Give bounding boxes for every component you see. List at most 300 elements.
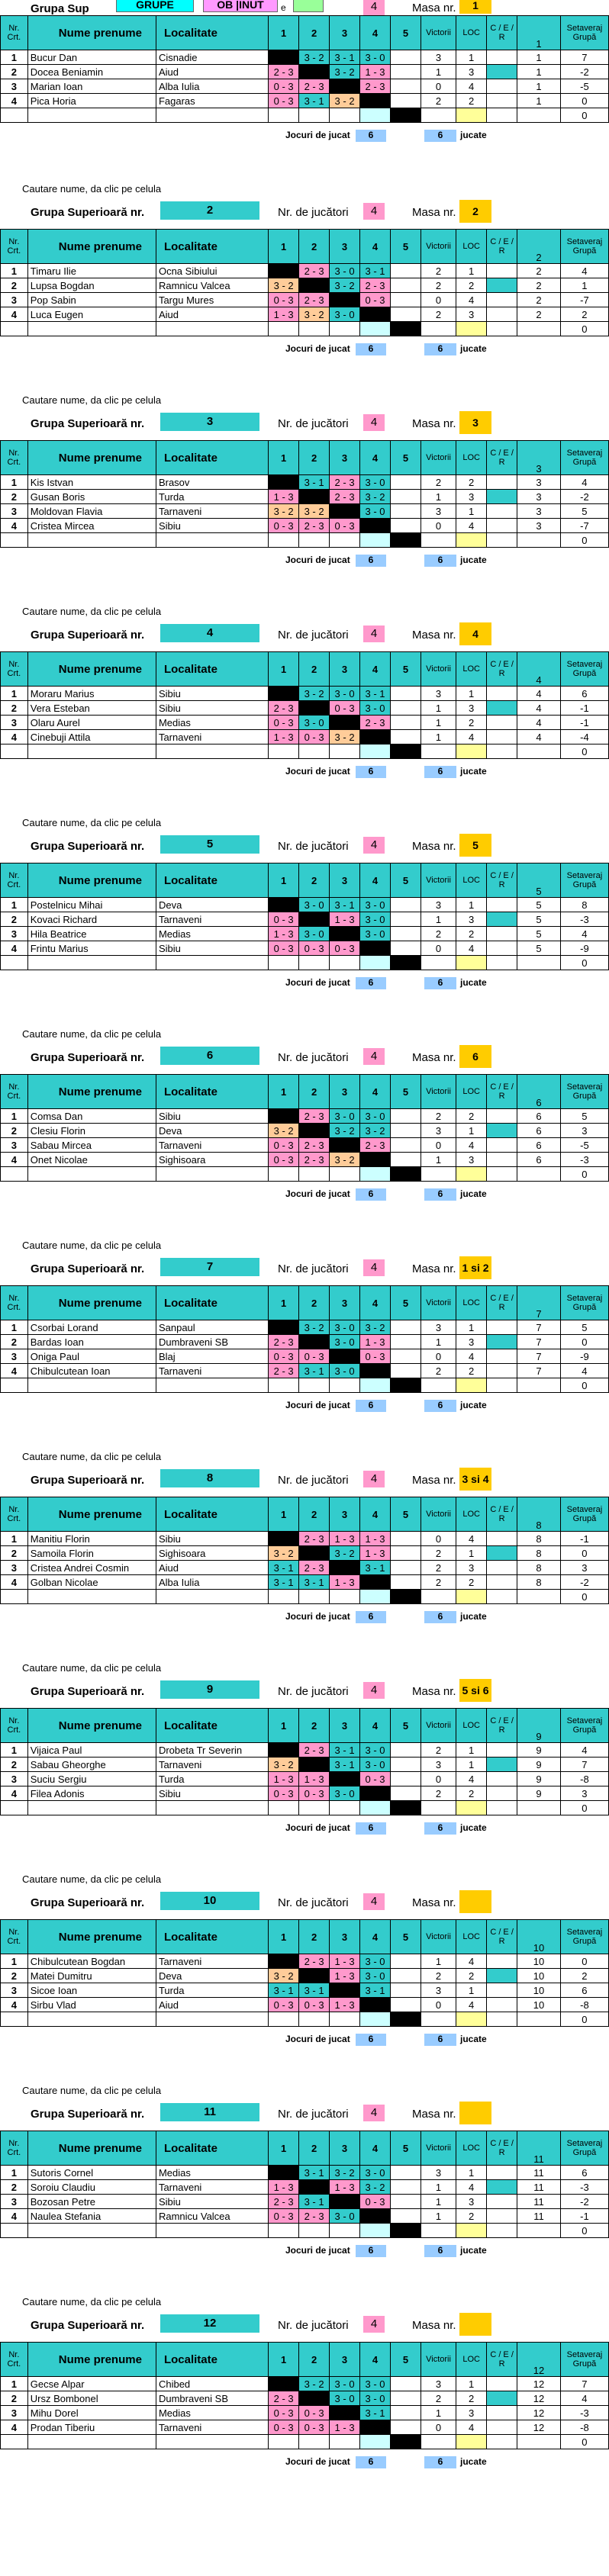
search-caption[interactable]: Cautare nume, da clic pe celula	[22, 1873, 162, 1885]
cer-cell[interactable]	[487, 1998, 517, 2012]
score-cell[interactable]: 3 - 2	[299, 1320, 330, 1335]
cer-cell[interactable]	[487, 94, 517, 108]
score-cell[interactable]: 1 - 3	[330, 1969, 360, 1983]
score-cell[interactable]	[360, 519, 391, 533]
cer-cell[interactable]	[487, 1772, 517, 1786]
cer-cell[interactable]	[487, 475, 517, 490]
score-cell[interactable]: 3 - 2	[330, 65, 360, 79]
score-cell[interactable]	[390, 293, 420, 307]
score-cell[interactable]	[390, 2180, 420, 2195]
score-cell[interactable]	[299, 2391, 330, 2406]
score-cell[interactable]: 0 - 3	[269, 912, 299, 927]
score-cell[interactable]	[390, 701, 420, 716]
score-cell[interactable]	[360, 730, 391, 744]
cer-cell[interactable]	[487, 1349, 517, 1364]
player-name-cell[interactable]: Sicoe Ioan	[27, 1983, 156, 1998]
player-name-cell[interactable]: Cristea Mircea	[27, 519, 156, 533]
player-name-cell[interactable]: Oniga Paul	[27, 1349, 156, 1364]
score-cell[interactable]: 3 - 1	[299, 1575, 330, 1590]
score-cell[interactable]	[390, 2195, 420, 2209]
score-cell[interactable]: 0 - 3	[299, 941, 330, 956]
score-cell[interactable]: 1 - 3	[269, 730, 299, 744]
score-cell[interactable]	[360, 1364, 391, 1378]
search-caption[interactable]: Cautare nume, da clic pe celula	[22, 1662, 162, 1674]
score-cell[interactable]: 3 - 0	[360, 701, 391, 716]
score-cell[interactable]: 0 - 3	[269, 1998, 299, 2012]
score-cell[interactable]: 0 - 3	[299, 1998, 330, 2012]
score-cell[interactable]: 3 - 2	[330, 2166, 360, 2180]
score-cell[interactable]: 3 - 2	[269, 1758, 299, 1772]
score-cell[interactable]: 2 - 3	[299, 1954, 330, 1969]
score-cell[interactable]	[269, 687, 299, 701]
cer-cell[interactable]	[487, 2180, 517, 2195]
player-name-cell[interactable]: Matei Dumitru	[27, 1969, 156, 1983]
score-cell[interactable]: 2 - 3	[269, 65, 299, 79]
score-cell[interactable]	[360, 1998, 391, 2012]
cer-cell[interactable]	[487, 2166, 517, 2180]
score-cell[interactable]: 0 - 3	[299, 730, 330, 744]
cer-cell[interactable]	[487, 2195, 517, 2209]
cer-cell[interactable]	[487, 278, 517, 293]
cer-cell[interactable]	[487, 1320, 517, 1335]
player-name-cell[interactable]: Olaru Aurel	[27, 716, 156, 730]
score-cell[interactable]: 3 - 0	[360, 2166, 391, 2180]
score-cell[interactable]: 0 - 3	[299, 1786, 330, 1801]
player-name-cell[interactable]: Chibulcutean Bogdan	[27, 1954, 156, 1969]
player-name-cell[interactable]: Bozosan Petre	[27, 2195, 156, 2209]
cer-cell[interactable]	[487, 1561, 517, 1575]
score-cell[interactable]: 3 - 0	[360, 2377, 391, 2391]
score-cell[interactable]: 3 - 2	[360, 2180, 391, 2195]
score-cell[interactable]	[269, 50, 299, 65]
score-cell[interactable]: 2 - 3	[299, 1561, 330, 1575]
score-cell[interactable]: 3 - 1	[360, 687, 391, 701]
score-cell[interactable]: 3 - 2	[360, 1320, 391, 1335]
score-cell[interactable]	[299, 278, 330, 293]
player-name-cell[interactable]: Comsa Dan	[27, 1109, 156, 1124]
score-cell[interactable]: 3 - 1	[360, 1561, 391, 1575]
search-caption[interactable]: Cautare nume, da clic pe celula	[22, 817, 162, 828]
score-cell[interactable]	[390, 912, 420, 927]
score-cell[interactable]	[390, 1969, 420, 1983]
score-cell[interactable]: 1 - 3	[360, 1532, 391, 1546]
cer-cell[interactable]	[487, 1743, 517, 1758]
score-cell[interactable]	[390, 1743, 420, 1758]
cer-cell[interactable]	[487, 1969, 517, 1983]
score-cell[interactable]: 3 - 0	[360, 475, 391, 490]
score-cell[interactable]: 3 - 1	[299, 2166, 330, 2180]
score-cell[interactable]	[330, 927, 360, 941]
player-name-cell[interactable]: Timaru Ilie	[27, 264, 156, 278]
cer-cell[interactable]	[487, 65, 517, 79]
player-name-cell[interactable]: Ursz Bombonel	[27, 2391, 156, 2406]
score-cell[interactable]: 3 - 0	[330, 264, 360, 278]
cer-cell[interactable]	[487, 898, 517, 912]
score-cell[interactable]	[390, 278, 420, 293]
cer-cell[interactable]	[487, 79, 517, 94]
cer-cell[interactable]	[487, 716, 517, 730]
score-cell[interactable]	[299, 1969, 330, 1983]
score-cell[interactable]: 3 - 1	[330, 1758, 360, 1772]
search-caption[interactable]: Cautare nume, da clic pe celula	[22, 183, 162, 195]
cer-cell[interactable]	[487, 264, 517, 278]
score-cell[interactable]: 3 - 0	[360, 504, 391, 519]
cer-cell[interactable]	[487, 687, 517, 701]
score-cell[interactable]	[299, 65, 330, 79]
score-cell[interactable]	[390, 1364, 420, 1378]
player-name-cell[interactable]: Moldovan Flavia	[27, 504, 156, 519]
player-name-cell[interactable]: Chibulcutean Ioan	[27, 1364, 156, 1378]
score-cell[interactable]	[390, 2406, 420, 2420]
player-name-cell[interactable]: Vera Esteban	[27, 701, 156, 716]
score-cell[interactable]	[299, 912, 330, 927]
score-cell[interactable]	[390, 2391, 420, 2406]
player-name-cell[interactable]: Pica Horia	[27, 94, 156, 108]
score-cell[interactable]	[390, 1335, 420, 1349]
score-cell[interactable]: 3 - 2	[330, 1153, 360, 1167]
player-name-cell[interactable]: Marian Ioan	[27, 79, 156, 94]
score-cell[interactable]	[390, 2377, 420, 2391]
score-cell[interactable]: 0 - 3	[269, 2209, 299, 2224]
player-name-cell[interactable]: Sutoris Cornel	[27, 2166, 156, 2180]
cer-cell[interactable]	[487, 1153, 517, 1167]
score-cell[interactable]: 0 - 3	[299, 1349, 330, 1364]
player-name-cell[interactable]: Frintu Marius	[27, 941, 156, 956]
score-cell[interactable]	[299, 1335, 330, 1349]
score-cell[interactable]: 1 - 3	[360, 1546, 391, 1561]
search-caption[interactable]: Cautare nume, da clic pe celula	[22, 606, 162, 617]
score-cell[interactable]: 1 - 3	[330, 1532, 360, 1546]
score-cell[interactable]	[330, 1138, 360, 1153]
score-cell[interactable]	[390, 264, 420, 278]
score-cell[interactable]: 3 - 1	[269, 1561, 299, 1575]
score-cell[interactable]: 2 - 3	[299, 79, 330, 94]
score-cell[interactable]: 1 - 3	[330, 2180, 360, 2195]
score-cell[interactable]	[360, 941, 391, 956]
score-cell[interactable]: 3 - 1	[330, 50, 360, 65]
score-cell[interactable]	[390, 490, 420, 504]
search-caption[interactable]: Cautare nume, da clic pe celula	[22, 1451, 162, 1462]
cer-cell[interactable]	[487, 293, 517, 307]
score-cell[interactable]: 0 - 3	[330, 701, 360, 716]
score-cell[interactable]	[390, 50, 420, 65]
score-cell[interactable]: 2 - 3	[299, 264, 330, 278]
score-cell[interactable]: 0 - 3	[360, 2195, 391, 2209]
score-cell[interactable]	[360, 94, 391, 108]
score-cell[interactable]: 2 - 3	[299, 1532, 330, 1546]
score-cell[interactable]	[390, 475, 420, 490]
score-cell[interactable]: 0 - 3	[269, 2406, 299, 2420]
player-name-cell[interactable]: Golban Nicolae	[27, 1575, 156, 1590]
score-cell[interactable]	[330, 1349, 360, 1364]
score-cell[interactable]: 3 - 0	[360, 1969, 391, 1983]
score-cell[interactable]: 3 - 0	[360, 1758, 391, 1772]
score-cell[interactable]	[390, 1772, 420, 1786]
score-cell[interactable]: 3 - 0	[330, 1335, 360, 1349]
player-name-cell[interactable]: Sirbu Vlad	[27, 1998, 156, 2012]
score-cell[interactable]: 3 - 0	[330, 2377, 360, 2391]
score-cell[interactable]: 2 - 3	[360, 79, 391, 94]
score-cell[interactable]	[390, 307, 420, 322]
score-cell[interactable]	[269, 1743, 299, 1758]
score-cell[interactable]: 0 - 3	[269, 519, 299, 533]
score-cell[interactable]: 1 - 3	[330, 1575, 360, 1590]
score-cell[interactable]: 3 - 2	[360, 490, 391, 504]
score-cell[interactable]	[390, 687, 420, 701]
score-cell[interactable]: 3 - 0	[330, 1364, 360, 1378]
score-cell[interactable]	[299, 2180, 330, 2195]
score-cell[interactable]: 1 - 3	[330, 1954, 360, 1969]
score-cell[interactable]	[330, 504, 360, 519]
score-cell[interactable]	[299, 1124, 330, 1138]
score-cell[interactable]	[269, 2377, 299, 2391]
score-cell[interactable]	[360, 1575, 391, 1590]
score-cell[interactable]: 3 - 1	[269, 1575, 299, 1590]
score-cell[interactable]: 3 - 1	[360, 264, 391, 278]
score-cell[interactable]: 3 - 0	[330, 1320, 360, 1335]
score-cell[interactable]	[269, 1320, 299, 1335]
score-cell[interactable]: 3 - 0	[330, 1109, 360, 1124]
score-cell[interactable]: 3 - 0	[360, 2391, 391, 2406]
cer-cell[interactable]	[487, 927, 517, 941]
player-name-cell[interactable]: Manitiu Florin	[27, 1532, 156, 1546]
score-cell[interactable]	[269, 2166, 299, 2180]
player-name-cell[interactable]: Postelnicu Mihai	[27, 898, 156, 912]
cer-cell[interactable]	[487, 1983, 517, 1998]
score-cell[interactable]: 2 - 3	[330, 490, 360, 504]
score-cell[interactable]	[390, 504, 420, 519]
score-cell[interactable]	[390, 716, 420, 730]
cer-cell[interactable]	[487, 307, 517, 322]
search-caption[interactable]: Cautare nume, da clic pe celula	[22, 1240, 162, 1251]
score-cell[interactable]: 3 - 0	[360, 1743, 391, 1758]
score-cell[interactable]: 3 - 2	[330, 278, 360, 293]
cer-cell[interactable]	[487, 912, 517, 927]
score-cell[interactable]: 3 - 1	[299, 475, 330, 490]
green-tab-button[interactable]	[293, 0, 324, 12]
score-cell[interactable]: 2 - 3	[299, 1743, 330, 1758]
cer-cell[interactable]	[487, 504, 517, 519]
score-cell[interactable]: 2 - 3	[269, 2391, 299, 2406]
player-name-cell[interactable]: Naulea Stefania	[27, 2209, 156, 2224]
score-cell[interactable]	[330, 716, 360, 730]
cer-cell[interactable]	[487, 1364, 517, 1378]
score-cell[interactable]: 1 - 3	[269, 307, 299, 322]
score-cell[interactable]: 1 - 3	[269, 1772, 299, 1786]
score-cell[interactable]: 2 - 3	[299, 1138, 330, 1153]
cer-cell[interactable]	[487, 1138, 517, 1153]
score-cell[interactable]	[390, 1561, 420, 1575]
score-cell[interactable]	[390, 94, 420, 108]
score-cell[interactable]: 0 - 3	[330, 941, 360, 956]
cer-cell[interactable]	[487, 2406, 517, 2420]
player-name-cell[interactable]: Bucur Dan	[27, 50, 156, 65]
score-cell[interactable]	[330, 1772, 360, 1786]
player-name-cell[interactable]: Cinebuji Attila	[27, 730, 156, 744]
player-name-cell[interactable]: Luca Eugen	[27, 307, 156, 322]
score-cell[interactable]: 3 - 0	[330, 2391, 360, 2406]
score-cell[interactable]	[390, 1786, 420, 1801]
score-cell[interactable]	[330, 2406, 360, 2420]
score-cell[interactable]: 2 - 3	[330, 475, 360, 490]
score-cell[interactable]	[330, 1983, 360, 1998]
score-cell[interactable]	[390, 1349, 420, 1364]
score-cell[interactable]: 2 - 3	[360, 716, 391, 730]
cer-cell[interactable]	[487, 1954, 517, 1969]
score-cell[interactable]	[390, 1109, 420, 1124]
score-cell[interactable]	[330, 1561, 360, 1575]
score-cell[interactable]: 2 - 3	[299, 1153, 330, 1167]
score-cell[interactable]	[390, 1954, 420, 1969]
score-cell[interactable]: 1 - 3	[299, 1772, 330, 1786]
player-name-cell[interactable]: Gusan Boris	[27, 490, 156, 504]
score-cell[interactable]: 3 - 0	[299, 716, 330, 730]
score-cell[interactable]: 2 - 3	[269, 701, 299, 716]
score-cell[interactable]: 1 - 3	[360, 1335, 391, 1349]
obtinut-button[interactable]: OB |INUT	[203, 0, 278, 12]
score-cell[interactable]	[330, 79, 360, 94]
score-cell[interactable]	[390, 2209, 420, 2224]
player-name-cell[interactable]: Soroiu Claudiu	[27, 2180, 156, 2195]
cer-cell[interactable]	[487, 1532, 517, 1546]
score-cell[interactable]	[269, 1532, 299, 1546]
score-cell[interactable]	[269, 264, 299, 278]
score-cell[interactable]	[390, 941, 420, 956]
score-cell[interactable]: 0 - 3	[269, 1153, 299, 1167]
player-name-cell[interactable]: Vijaica Paul	[27, 1743, 156, 1758]
cer-cell[interactable]	[487, 2377, 517, 2391]
score-cell[interactable]	[299, 1758, 330, 1772]
score-cell[interactable]	[360, 1786, 391, 1801]
score-cell[interactable]	[360, 2209, 391, 2224]
cer-cell[interactable]	[487, 2420, 517, 2435]
cer-cell[interactable]	[487, 1335, 517, 1349]
player-name-cell[interactable]: Bardas Ioan	[27, 1335, 156, 1349]
score-cell[interactable]	[390, 1124, 420, 1138]
score-cell[interactable]: 3 - 0	[330, 2209, 360, 2224]
player-name-cell[interactable]: Csorbai Lorand	[27, 1320, 156, 1335]
cer-cell[interactable]	[487, 1546, 517, 1561]
score-cell[interactable]	[269, 475, 299, 490]
player-name-cell[interactable]: Clesiu Florin	[27, 1124, 156, 1138]
score-cell[interactable]: 1 - 3	[330, 912, 360, 927]
score-cell[interactable]: 3 - 0	[360, 927, 391, 941]
score-cell[interactable]	[360, 1153, 391, 1167]
player-name-cell[interactable]: Prodan Tiberiu	[27, 2420, 156, 2435]
cer-cell[interactable]	[487, 2391, 517, 2406]
score-cell[interactable]: 3 - 0	[360, 912, 391, 927]
cer-cell[interactable]	[487, 701, 517, 716]
player-name-cell[interactable]: Kovaci Richard	[27, 912, 156, 927]
score-cell[interactable]: 2 - 3	[299, 1109, 330, 1124]
score-cell[interactable]	[390, 2420, 420, 2435]
score-cell[interactable]: 1 - 3	[269, 490, 299, 504]
score-cell[interactable]: 3 - 2	[330, 94, 360, 108]
search-caption[interactable]: Cautare nume, da clic pe celula	[22, 2296, 162, 2307]
score-cell[interactable]: 3 - 1	[299, 94, 330, 108]
score-cell[interactable]: 3 - 1	[330, 1743, 360, 1758]
score-cell[interactable]	[360, 2420, 391, 2435]
player-name-cell[interactable]: Pop Sabin	[27, 293, 156, 307]
score-cell[interactable]: 3 - 2	[299, 504, 330, 519]
score-cell[interactable]	[390, 1575, 420, 1590]
score-cell[interactable]: 3 - 2	[299, 307, 330, 322]
score-cell[interactable]: 3 - 2	[269, 504, 299, 519]
score-cell[interactable]	[299, 1546, 330, 1561]
score-cell[interactable]: 1 - 3	[269, 927, 299, 941]
player-name-cell[interactable]: Suciu Sergiu	[27, 1772, 156, 1786]
player-name-cell[interactable]: Mihu Dorel	[27, 2406, 156, 2420]
score-cell[interactable]: 3 - 0	[299, 927, 330, 941]
player-name-cell[interactable]: Sabau Gheorghe	[27, 1758, 156, 1772]
score-cell[interactable]: 3 - 2	[330, 1124, 360, 1138]
score-cell[interactable]: 3 - 2	[330, 1546, 360, 1561]
score-cell[interactable]: 3 - 2	[269, 278, 299, 293]
player-name-cell[interactable]: Lupsa Bogdan	[27, 278, 156, 293]
score-cell[interactable]	[390, 79, 420, 94]
score-cell[interactable]	[299, 490, 330, 504]
score-cell[interactable]	[390, 65, 420, 79]
score-cell[interactable]: 0 - 3	[269, 293, 299, 307]
score-cell[interactable]: 3 - 1	[269, 1983, 299, 1998]
search-caption[interactable]: Cautare nume, da clic pe celula	[22, 2085, 162, 2096]
player-name-cell[interactable]: Moraru Marius	[27, 687, 156, 701]
score-cell[interactable]: 3 - 2	[299, 50, 330, 65]
score-cell[interactable]: 0 - 3	[269, 2420, 299, 2435]
cer-cell[interactable]	[487, 941, 517, 956]
score-cell[interactable]	[390, 730, 420, 744]
player-name-cell[interactable]: Gecse Alpar	[27, 2377, 156, 2391]
score-cell[interactable]: 0 - 3	[360, 1772, 391, 1786]
cer-cell[interactable]	[487, 730, 517, 744]
score-cell[interactable]: 3 - 1	[299, 2195, 330, 2209]
score-cell[interactable]: 3 - 0	[360, 50, 391, 65]
player-name-cell[interactable]: Samoila Florin	[27, 1546, 156, 1561]
score-cell[interactable]: 0 - 3	[269, 94, 299, 108]
score-cell[interactable]	[360, 307, 391, 322]
player-name-cell[interactable]: Filea Adonis	[27, 1786, 156, 1801]
score-cell[interactable]: 2 - 3	[269, 1364, 299, 1378]
cer-cell[interactable]	[487, 1575, 517, 1590]
score-cell[interactable]: 1 - 3	[360, 65, 391, 79]
score-cell[interactable]: 3 - 2	[269, 1969, 299, 1983]
cer-cell[interactable]	[487, 519, 517, 533]
score-cell[interactable]: 3 - 1	[299, 1983, 330, 1998]
player-name-cell[interactable]: Kis Istvan	[27, 475, 156, 490]
player-name-cell[interactable]: Cristea Andrei Cosmin	[27, 1561, 156, 1575]
score-cell[interactable]	[330, 293, 360, 307]
score-cell[interactable]	[390, 2166, 420, 2180]
score-cell[interactable]: 3 - 0	[330, 307, 360, 322]
score-cell[interactable]: 0 - 3	[299, 2420, 330, 2435]
score-cell[interactable]: 3 - 2	[299, 687, 330, 701]
score-cell[interactable]	[390, 1532, 420, 1546]
score-cell[interactable]: 3 - 2	[269, 1124, 299, 1138]
score-cell[interactable]	[390, 519, 420, 533]
cer-cell[interactable]	[487, 1109, 517, 1124]
player-name-cell[interactable]: Sabau Mircea	[27, 1138, 156, 1153]
score-cell[interactable]	[390, 1320, 420, 1335]
score-cell[interactable]	[269, 898, 299, 912]
score-cell[interactable]	[390, 1138, 420, 1153]
cer-cell[interactable]	[487, 2209, 517, 2224]
score-cell[interactable]: 3 - 1	[330, 898, 360, 912]
score-cell[interactable]	[269, 1954, 299, 1969]
score-cell[interactable]: 3 - 0	[360, 898, 391, 912]
score-cell[interactable]	[390, 1153, 420, 1167]
cer-cell[interactable]	[487, 50, 517, 65]
score-cell[interactable]: 0 - 3	[269, 79, 299, 94]
